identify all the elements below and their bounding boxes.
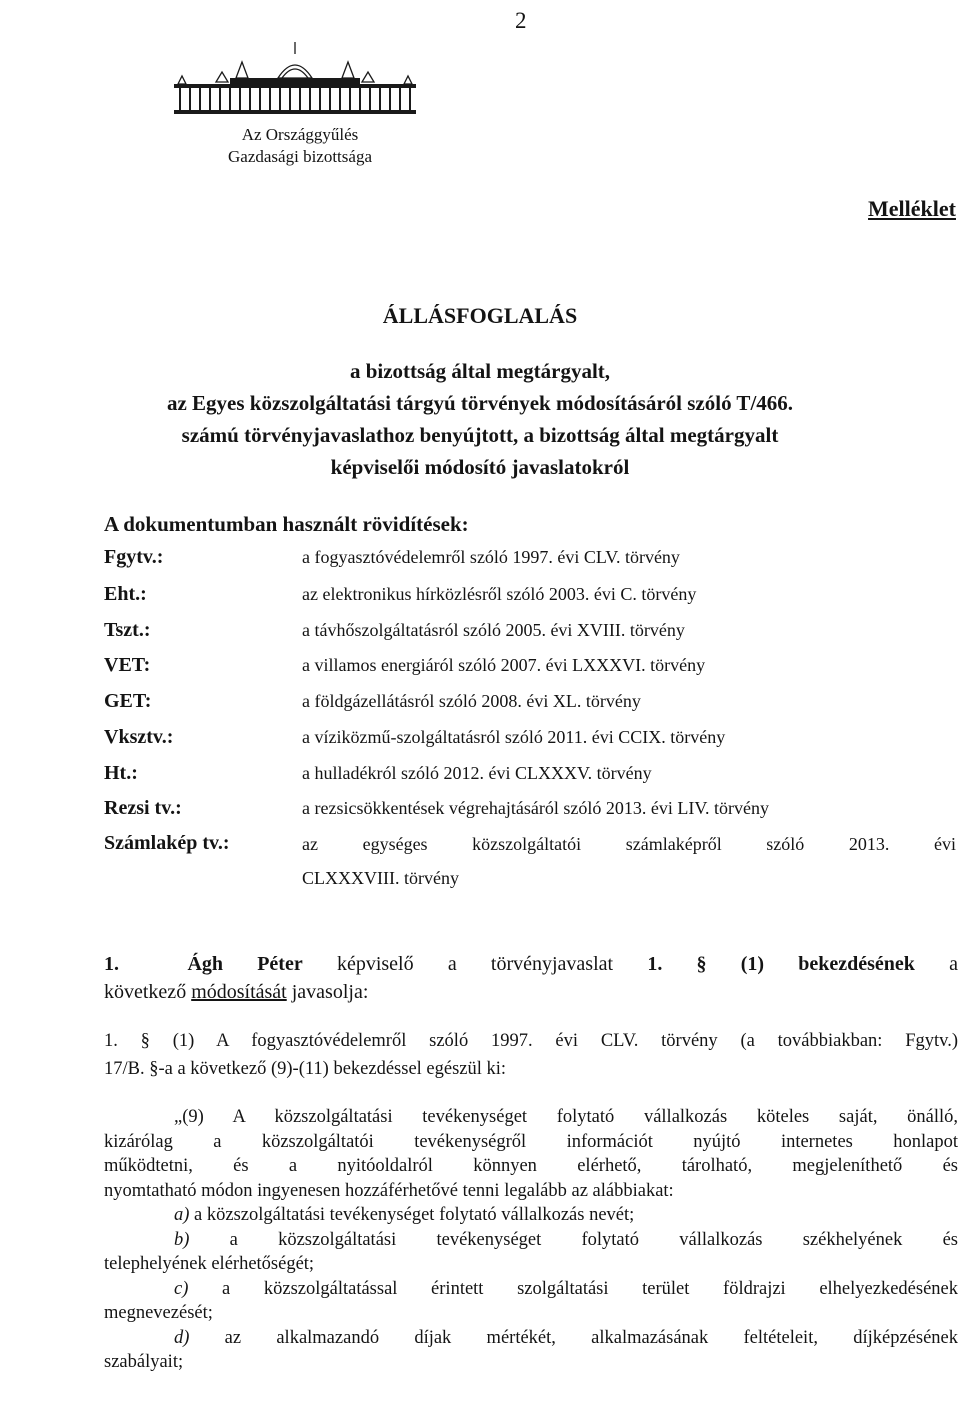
subtitle-line: az Egyes közszolgáltatási tárgyú törvények módosításáról szóló T/466. [166, 391, 794, 415]
abbreviation-key: VET: [104, 654, 151, 676]
subtitle-line: a bizottság által megtárgyalt, [349, 359, 611, 383]
list-text-continued: telephelyének elérhetőségét; [104, 1254, 315, 1274]
abbreviation-value: a földgázellátásról szóló 2008. évi XL. törvény [302, 691, 641, 711]
abbreviation-key: Vksztv.: [104, 726, 174, 748]
abbreviation-key: GET: [104, 690, 152, 712]
amendment-text: módosítását [191, 981, 287, 1003]
list-item-b [104, 1228, 958, 1253]
abbreviation-value: az egységes közszolgáltatói számlaképről szóló 2013. évi [302, 834, 956, 854]
abbreviation-value: az elektronikus hírközlésről szóló 2003. évi C. törvény [302, 584, 697, 604]
committee-name: Gazdasági bizottsága [228, 147, 372, 166]
list-label: c) [174, 1278, 189, 1299]
abbreviation-value: a fogyasztóvédelemről szóló 1997. évi CLV. törvény [302, 547, 680, 567]
amendment-heading-line [104, 950, 958, 978]
list-text: a közszolgáltatással érintett szolgáltatási terület földrajzi elhelyezkedésének [222, 1278, 959, 1299]
abbreviation-key: Tszt.: [104, 619, 151, 641]
list-text: az alkalmazandó díjak mértékét, alkalmazásának feltételeit, díjképzésének [224, 1327, 958, 1348]
quote-line: nyomtatható módon ingyenesen hozzáférhetővé tenni legalább az alábbiakat: [104, 1180, 674, 1201]
abbreviation-value: a távhőszolgáltatásról szóló 2005. évi XVIII. törvény [302, 620, 685, 640]
abbreviation-key: Fgytv.: [104, 546, 164, 568]
amendment-heading [104, 950, 958, 1006]
institution-name: Az Országgyűlés [241, 125, 359, 144]
abbreviation-key: Eht.: [104, 583, 147, 605]
amendment-heading-line [104, 978, 958, 1006]
list-text-continued: szabályait; [104, 1352, 184, 1372]
quoted-provision [104, 1105, 958, 1375]
amendment-text: javasolja: [291, 981, 369, 1003]
list-label: b) [174, 1229, 190, 1250]
abbreviation-key: Ht.: [104, 762, 138, 784]
quote-line: működtetni, és a nyitóoldalról könnyen elérhető, tárolható, megjeleníthető és [104, 1156, 958, 1176]
subtitle-line: képviselői módosító javaslatokról [330, 455, 630, 479]
subtitle-line: számú törvényjavaslathoz benyújtott, a bizottság által megtárgyalt [181, 423, 779, 447]
abbreviation-key: Számlakép tv.: [104, 832, 230, 854]
parliament-building-icon [170, 38, 420, 120]
abbreviation-value: a víziközmű-szolgáltatásról szóló 2011. évi CCIX. törvény [302, 727, 726, 747]
list-text-continued: megnevezését; [104, 1303, 213, 1323]
abbreviation-key: Rezsi tv.: [104, 797, 182, 819]
body-line: 17/B. §-a a következő (9)-(11) bekezdéssel egészül ki: [104, 1059, 507, 1079]
abbreviation-value: a rezsicsökkentések végrehajtásáról szóló 2013. évi LIV. törvény [302, 798, 770, 818]
list-label: d) [174, 1327, 190, 1348]
abbreviations-heading: A dokumentumban használt rövidítések: [104, 512, 469, 536]
list-item-a [104, 1203, 958, 1228]
annex-label: Melléklet [868, 196, 956, 221]
list-item-c [104, 1277, 958, 1302]
proposer-name: Ágh Péter [187, 953, 303, 975]
list-label: a) [174, 1205, 190, 1225]
quote-line: kizárólag a közszolgáltatói tevékenységről információt nyújtó internetes honlapot [104, 1131, 958, 1152]
page-number: 2 [515, 8, 527, 33]
body-paragraph [104, 1027, 958, 1083]
amendment-text: képviselő a törvényjavaslat [336, 953, 614, 975]
quote-line: „(9) A közszolgáltatási tevékenységet folytató vállalkozás köteles saját, önálló, [174, 1107, 958, 1127]
institution-block [200, 124, 400, 168]
list-item-d [104, 1326, 958, 1351]
abbreviation-value: a villamos energiáról szóló 2007. évi LXXXVI. törvény [302, 655, 706, 675]
amendment-number: 1. [104, 953, 119, 975]
section-number: 1. [647, 953, 663, 975]
amendment-text: a [949, 953, 959, 975]
abbreviation-value: a hulladékról szóló 2012. évi CLXXXV. törvény [302, 763, 652, 783]
document-title: ÁLLÁSFOGLALÁS [382, 303, 578, 328]
list-text: a közszolgáltatási tevékenységet folytató vállalkozás nevét; [194, 1205, 635, 1225]
body-line: 1. § (1) A fogyasztóvédelemről szóló 1997. évi CLV. törvény (a továbbiakban: Fgytv.) [104, 1031, 958, 1051]
abbreviation-value-continued: CLXXXVIII. törvény [302, 868, 459, 888]
list-text: a közszolgáltatási tevékenységet folytató vállalkozás székhelyének és [229, 1229, 958, 1250]
section-paragraph: § (1) bekezdésének [696, 953, 915, 975]
document-subtitle [0, 355, 960, 483]
amendment-text: következő [104, 981, 187, 1003]
